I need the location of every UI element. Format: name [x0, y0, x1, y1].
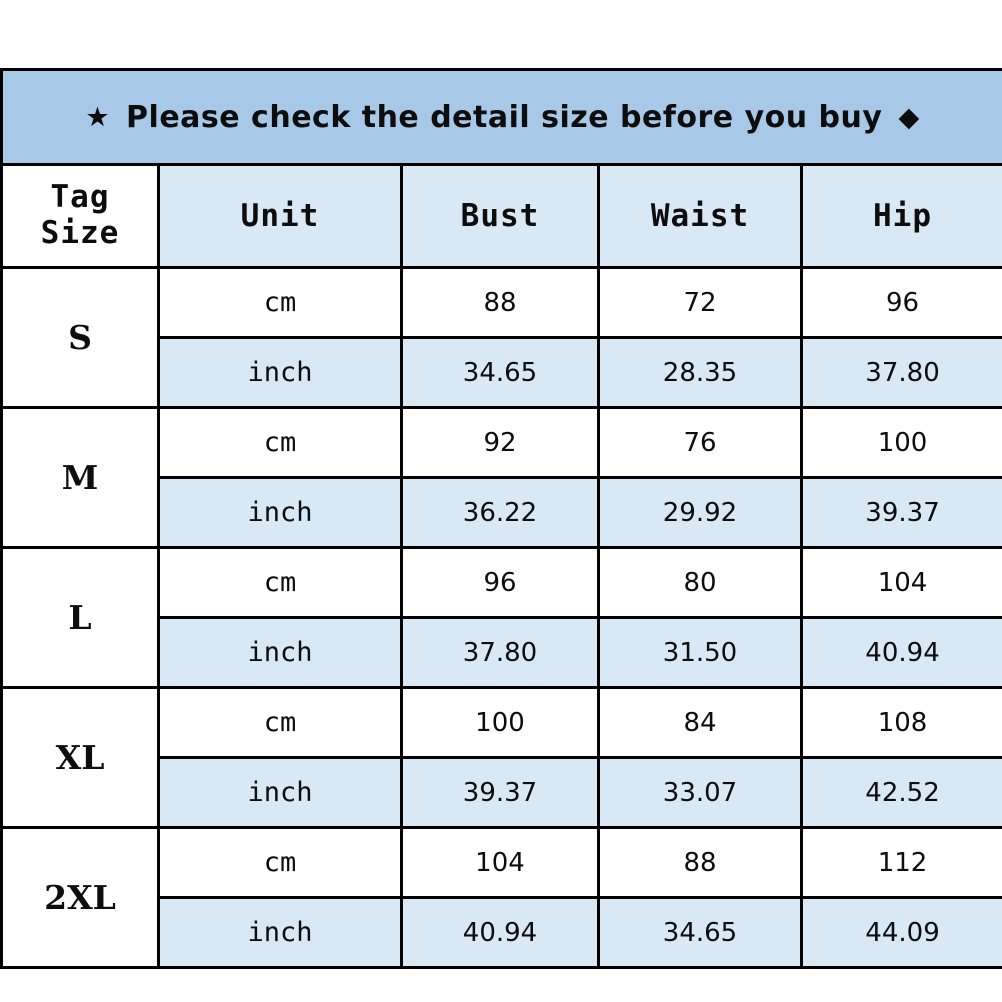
size-label: L	[2, 548, 159, 688]
unit-label: cm	[159, 828, 402, 898]
waist-value: 72	[599, 268, 802, 338]
unit-label: inch	[159, 898, 402, 968]
diamond-icon: ◆	[898, 101, 920, 133]
unit-label: cm	[159, 548, 402, 618]
size-label: 2XL	[2, 828, 159, 968]
waist-value: 80	[599, 548, 802, 618]
table-row	[2, 408, 1002, 478]
waist-value: 29.92	[599, 478, 802, 548]
header-bust: Bust	[402, 165, 599, 268]
waist-value: 76	[599, 408, 802, 478]
unit-label: cm	[159, 688, 402, 758]
header-hip: Hip	[802, 165, 1002, 268]
table-row	[2, 688, 1002, 758]
hip-value: 112	[802, 828, 1002, 898]
unit-label: inch	[159, 758, 402, 828]
header-tag-line2: Size	[40, 215, 120, 251]
size-label: M	[2, 408, 159, 548]
unit-label: cm	[159, 408, 402, 478]
hip-value: 96	[802, 268, 1002, 338]
hip-value: 104	[802, 548, 1002, 618]
header-waist: Waist	[599, 165, 802, 268]
waist-value: 31.50	[599, 618, 802, 688]
header-row	[2, 165, 1002, 268]
waist-value: 28.35	[599, 338, 802, 408]
size-chart-container	[0, 68, 1002, 969]
hip-value: 40.94	[802, 618, 1002, 688]
unit-label: inch	[159, 618, 402, 688]
bust-value: 39.37	[402, 758, 599, 828]
size-label: S	[2, 268, 159, 408]
bust-value: 92	[402, 408, 599, 478]
hip-value: 100	[802, 408, 1002, 478]
unit-label: inch	[159, 338, 402, 408]
bust-value: 40.94	[402, 898, 599, 968]
bust-value: 96	[402, 548, 599, 618]
star-icon: ★	[85, 101, 111, 133]
hip-value: 108	[802, 688, 1002, 758]
bust-value: 37.80	[402, 618, 599, 688]
table-row	[2, 828, 1002, 898]
header-tag-size	[2, 165, 159, 268]
waist-value: 84	[599, 688, 802, 758]
banner-text: Please check the detail size before you buy	[126, 99, 883, 135]
size-chart-table	[0, 68, 1002, 969]
unit-label: cm	[159, 268, 402, 338]
bust-value: 34.65	[402, 338, 599, 408]
hip-value: 42.52	[802, 758, 1002, 828]
bust-value: 100	[402, 688, 599, 758]
bust-value: 104	[402, 828, 599, 898]
size-label: XL	[2, 688, 159, 828]
hip-value: 37.80	[802, 338, 1002, 408]
banner-row	[2, 70, 1002, 165]
waist-value: 34.65	[599, 898, 802, 968]
waist-value: 88	[599, 828, 802, 898]
table-row	[2, 548, 1002, 618]
unit-label: inch	[159, 478, 402, 548]
header-unit: Unit	[159, 165, 402, 268]
header-tag-line1: Tag	[50, 179, 110, 216]
table-row	[2, 268, 1002, 338]
bust-value: 88	[402, 268, 599, 338]
hip-value: 39.37	[802, 478, 1002, 548]
hip-value: 44.09	[802, 898, 1002, 968]
bust-value: 36.22	[402, 478, 599, 548]
banner-cell	[2, 70, 1002, 165]
waist-value: 33.07	[599, 758, 802, 828]
